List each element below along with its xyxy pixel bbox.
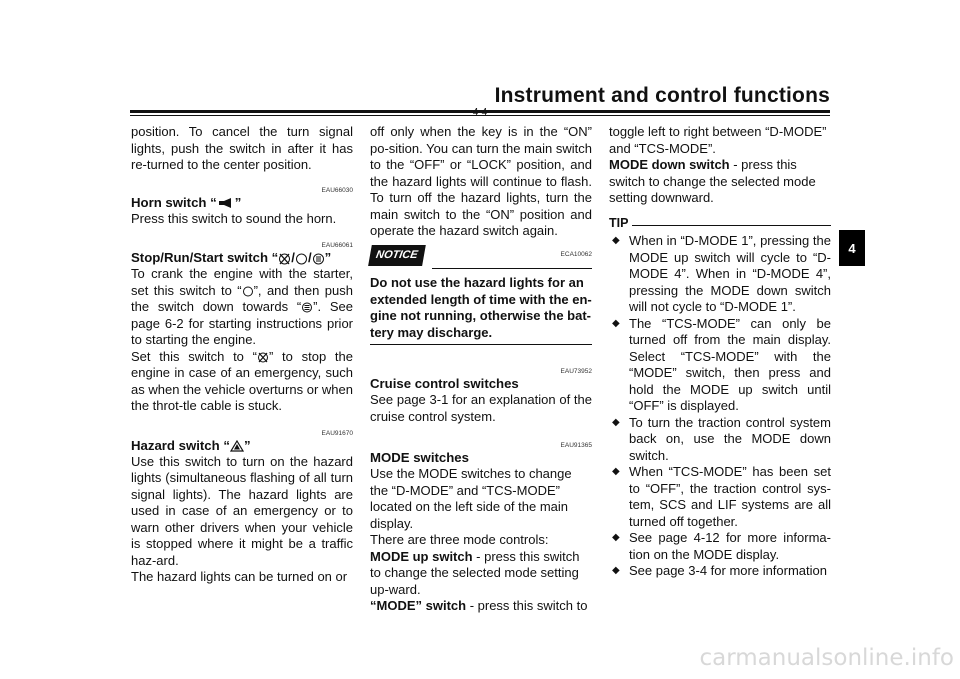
list-item: ◆ The “TCS-MODE” can only be turned off from the main display. Select “TCS-MODE” with the “MODE” switch, then press and hold the MODE up switch until “OFF” is displayed.	[612, 315, 831, 413]
tip-rule	[632, 225, 831, 226]
column-3	[609, 124, 831, 580]
notice-rule-top	[432, 268, 592, 269]
page-number: 4-4	[472, 107, 488, 118]
section-code: EAU66030	[321, 186, 353, 194]
list-item: ◆ To turn the traction control system back on, use the MODE down switch.	[612, 414, 831, 463]
paragraph-hazard-off: off only when the key is in the “ON” po-sition. You can turn the main switch to the “OFF” or “LOCK” position, and the hazard lights will continue to flash. To turn off the hazard lights, turn the main switch to the “ON” position and operate the hazard switch again.	[370, 124, 592, 238]
paragraph-horn: Press this switch to sound the horn.	[131, 210, 337, 226]
bullet-icon: ◆	[612, 532, 620, 543]
heading-mode-switches: MODE switches	[370, 450, 469, 465]
section-code: EAU91670	[321, 429, 353, 437]
tip-header	[609, 215, 831, 232]
bullet-icon: ◆	[612, 565, 620, 576]
paragraph-mode-toggle: toggle left to right between “D-MODE” and “TCS-MODE”.	[609, 124, 827, 156]
bullet-icon: ◆	[612, 235, 620, 246]
chapter-tab: 4	[839, 230, 865, 266]
paragraph-mode-down: MODE down switch - press this switch to change the selected mode setting downward.	[609, 157, 816, 205]
engine-start-icon	[301, 302, 313, 313]
paragraph-mode-controls: There are three mode controls:	[370, 532, 549, 547]
tip-label: TIP	[609, 215, 629, 230]
paragraph-hazard-usage: Use this switch to turn on the hazard lights (simultaneous flashing of all turn signal lights). The hazard lights are used in case of an emergency or to warn other drivers when your vehicle is stopped where it might be a traffic haz-ard.	[131, 453, 353, 568]
section-code: EAU91365	[560, 442, 592, 449]
column-2	[370, 124, 592, 615]
paragraph-mode-up: MODE up switch - press this switch to change the selected mode setting up-ward.	[370, 548, 580, 597]
heading-stop-run-start-switch: Stop/Run/Start switch “ / / ”	[131, 250, 332, 265]
section-code: EAU73952	[560, 368, 592, 375]
list-item: ◆ See page 4-12 for more informa-tion on the MODE display.	[612, 530, 831, 562]
bullet-icon: ◆	[612, 416, 620, 428]
hazard-icon	[230, 440, 244, 452]
section-code: EAU66061	[321, 242, 353, 249]
horn-icon	[217, 198, 235, 208]
page-header-title: Instrument and control functions	[494, 84, 830, 107]
bullet-icon: ◆	[612, 466, 620, 477]
notice-text: Do not use the hazard lights for an extended length of time with the en-gine not running, otherwise the bat-tery may discharge.	[370, 275, 592, 340]
notice-header	[370, 245, 592, 266]
paragraph-crank-engine: To crank the engine with the starter, set this switch to “ ”, and then push the switch down towards “ ”. See page 6-2 for starting instructions prior to starting the engine.	[131, 266, 353, 347]
heading-horn-switch: Horn switch “ ”	[131, 194, 242, 210]
notice-badge: NOTICE	[368, 245, 425, 266]
engine-run-icon	[242, 286, 254, 297]
bullet-icon: ◆	[612, 317, 620, 329]
notice-code: ECA10062	[560, 251, 592, 259]
engine-stop-icon	[278, 253, 291, 265]
engine-run-icon	[295, 253, 308, 265]
tip-list	[609, 233, 831, 580]
paragraph-mode-intro: Use the MODE switches to change the “D-MODE” and “TCS-MODE” located on the left side of the main display.	[370, 466, 572, 531]
notice-rule-bottom	[370, 344, 592, 345]
paragraph-turn-signal-cancel: position. To cancel the turn signal lights, push the switch in after it has re-turned to the center position.	[131, 124, 353, 172]
paragraph-hazard-continued: The hazard lights can be turned on or	[131, 569, 348, 584]
paragraph-cruise-control: See page 3-1 for an explanation of the cruise control system.	[370, 392, 592, 424]
engine-stop-icon	[257, 352, 269, 363]
list-item: ◆ When “TCS-MODE” has been set to “OFF”, the traction control sys-tem, SCS and LIF systems are all turned off together.	[612, 464, 831, 529]
list-item: ◆ When in “D-MODE 1”, pressing the MODE up switch will cycle to “D-MODE 4”. When in “D-MODE 4”, pressing the MODE down switch will not cycle to “D-MODE 1”.	[612, 233, 831, 314]
column-1	[131, 124, 353, 586]
engine-start-icon	[312, 253, 325, 265]
paragraph-stop-engine: Set this switch to “ ” to stop the engine in case of an emergency, such as when the vehicle overturns or when the throt-tle cable is stuck.	[131, 348, 354, 413]
watermark: carmanualsonline.info	[699, 645, 954, 671]
paragraph-mode-switch: “MODE” switch - press this switch to	[370, 598, 588, 613]
list-item: ◆ See page 3-4 for more information	[612, 563, 827, 578]
heading-cruise-control: Cruise control switches	[370, 376, 519, 391]
heading-hazard-switch: Hazard switch “ ”	[131, 437, 251, 453]
